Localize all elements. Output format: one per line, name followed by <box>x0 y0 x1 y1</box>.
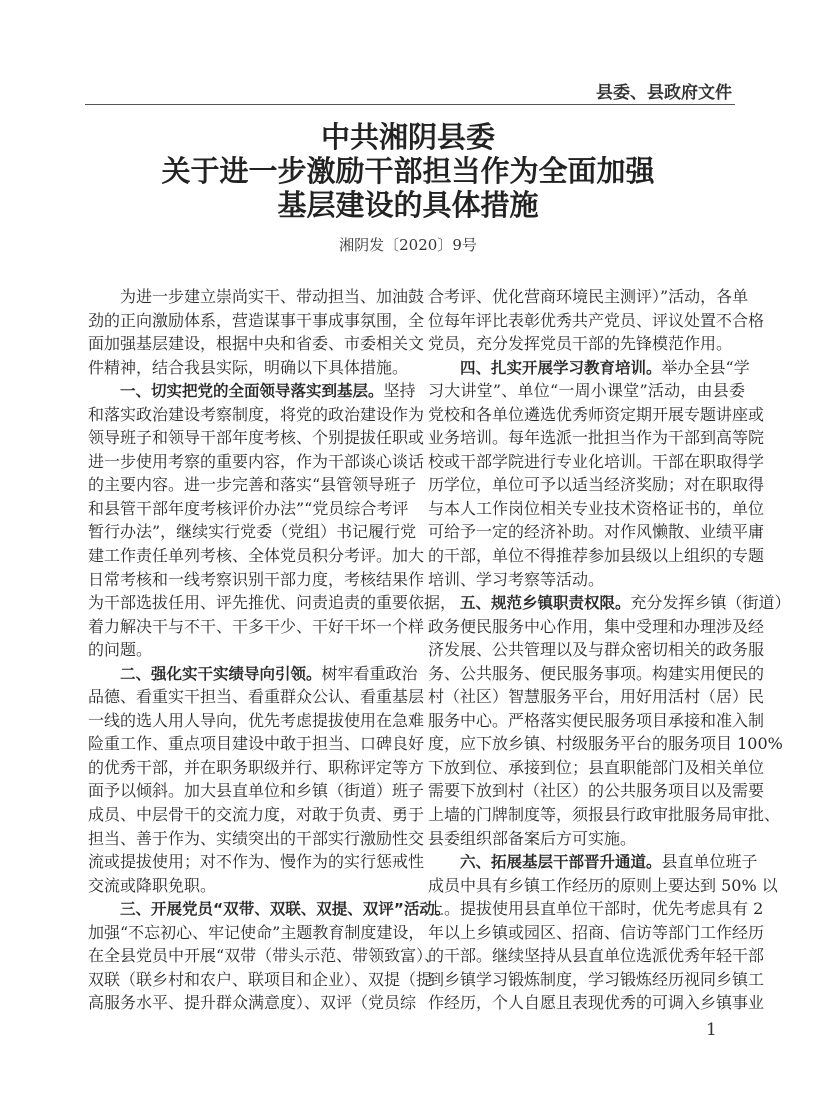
line-text: 党员，充分发挥党员干部的先锋模范作用。 <box>428 334 733 354</box>
text-line <box>428 685 765 709</box>
line-text: 历学位，单位可予以适当经济奖励；对在职取得 <box>428 475 765 495</box>
text-line <box>88 991 417 1015</box>
text-line <box>428 732 783 756</box>
title-line: 基层建设的具体措施 <box>277 188 539 222</box>
line-text: 上。提拔使用县直单位干部时，优先考虑具有 2 <box>428 899 764 919</box>
text-line <box>428 403 765 427</box>
text-line <box>428 662 765 686</box>
text-line <box>88 803 425 827</box>
running-head: 县委、县政府文件 <box>596 83 732 103</box>
text-line <box>428 968 765 992</box>
line-text: 的干部。继续坚持从县直单位选派优秀年轻干部 <box>428 946 765 966</box>
paragraph <box>428 356 765 591</box>
text-line <box>88 520 417 544</box>
line-text: 与本人工作岗位相关专业技术资格证书的，单位 <box>428 498 765 518</box>
line-text: 一线的选人用人导向，优先考虑提拔使用在急难 <box>88 710 425 730</box>
text-line <box>428 379 745 403</box>
text-line <box>88 568 425 592</box>
line-text: 进一步使用考察的重要内容，作为干部谈心谈话 <box>88 451 425 471</box>
line-text: 服务中心。严格落实便民服务项目承接和准入制 <box>428 710 765 730</box>
line-text: 为进一步建立崇尚实干、带动担当、加油鼓 <box>120 287 425 306</box>
text-line <box>88 473 417 497</box>
line-text: 双联（联乡村和农户、联项目和企业）、双提（提 <box>88 969 433 989</box>
line-text: 着力解决干与不干、干多干少、干好干坏一个样 <box>88 616 425 636</box>
text-line <box>88 732 425 756</box>
line-text: 的干部，单位不得推荐参加县级以上组织的专题 <box>428 546 765 566</box>
line-text: 充分发挥乡镇（街道） <box>630 593 791 613</box>
text-line <box>88 779 425 803</box>
text-line <box>88 309 425 333</box>
text-line <box>428 356 750 380</box>
line-text: 面加强基层建设，根据中央和省委、市委相关文 <box>88 334 425 354</box>
line-text: 成员、中层骨干的交流力度，对敢于负责、勇于 <box>88 805 425 825</box>
line-text: 的问题。 <box>88 640 153 660</box>
text-line <box>88 544 425 568</box>
line-text: 合考评、优化营商环境民主测评）”活动，各单 <box>428 287 749 306</box>
title-line: 中共湘阴县委 <box>320 120 495 154</box>
section-heading: 六、拓展基层干部晋升通道。 <box>460 853 662 872</box>
line-text: 需要下放到村（社区）的公共服务项目以及需要 <box>428 781 765 801</box>
text-line <box>428 709 765 733</box>
text-line <box>88 685 425 709</box>
line-text: 建工作责任单列考核、全体党员积分考评。加大 <box>88 546 425 566</box>
line-text: 暂行办法”，继续实行党委（党组）书记履行党 <box>88 522 417 542</box>
text-line <box>88 591 457 615</box>
line-text: 的优秀干部，并在职务职级并行、职称评定等方 <box>88 757 425 777</box>
line-text: 培训、学习考察等活动。 <box>428 569 605 589</box>
text-line <box>428 827 745 851</box>
line-text: 位每年评比表彰优秀共产党员、评议处置不合格 <box>428 310 765 330</box>
text-line <box>88 426 425 450</box>
section-heading: 三、开展党员“双带、双联、双提、双评”活动。 <box>120 900 451 919</box>
line-text: 习大讲堂”、单位“一周小课堂”活动，由县委 <box>428 381 745 401</box>
text-line <box>88 756 425 780</box>
paragraph <box>88 897 451 1015</box>
text-line <box>428 803 781 827</box>
text-line <box>428 473 765 497</box>
text-line <box>88 968 433 992</box>
line-text: 成员中具有乡镇工作经历的原则上要达到 50% 以 <box>428 875 778 895</box>
line-text: 加强“不忘初心、牢记使命”主题教育制度建设， <box>88 922 425 942</box>
text-line <box>428 544 765 568</box>
text-line <box>428 779 765 803</box>
line-text: 流或提拔使用；对不作为、慢作为的实行惩戒性 <box>88 852 425 872</box>
line-text: 品德、看重实干担当、看重群众公认、看重基层 <box>88 687 425 707</box>
paragraph <box>88 662 425 897</box>
text-line <box>88 615 425 639</box>
text-line <box>428 450 765 474</box>
line-text: 可给予一定的经济补助。对作风懒散、业绩平庸 <box>428 522 765 542</box>
paragraph <box>428 285 765 356</box>
text-line <box>88 944 441 968</box>
text-line <box>88 332 425 356</box>
line-text: 校或干部学院进行专业化培训。干部在职取得学 <box>428 451 765 471</box>
text-line <box>428 497 765 521</box>
line-text: 下放到位、承接到位；县直职能部门及相关单位 <box>428 757 765 777</box>
header-rule <box>85 104 735 105</box>
section-heading: 四、扎实开展学习教育培训。 <box>460 358 662 377</box>
text-line <box>88 450 425 474</box>
text-line <box>88 662 418 686</box>
line-text: 领导班子和领导干部年度考核、个别提拔任职或 <box>88 428 425 448</box>
text-line <box>428 756 765 780</box>
document-number: 湘阴发〔2020〕9号 <box>339 236 477 254</box>
text-line <box>428 991 765 1015</box>
line-text: 务、公共服务、便民服务事项。构建实用便民的 <box>428 663 765 683</box>
text-line <box>428 568 745 592</box>
section-heading: 五、规范乡镇职责权限。 <box>460 594 631 613</box>
text-line <box>428 426 765 450</box>
line-text: 坚持 <box>383 381 416 401</box>
paragraph <box>88 285 425 379</box>
text-line <box>88 827 425 851</box>
text-line <box>428 944 765 968</box>
line-text: 县直单位班子 <box>661 852 758 872</box>
text-line <box>428 638 765 662</box>
line-text: 村（社区）智慧服务平台，用好用活村（居）民 <box>428 687 765 707</box>
text-line <box>428 520 765 544</box>
line-text: 作经历，个人自愿且表现优秀的可调入乡镇事业 <box>428 993 765 1013</box>
left-column <box>88 285 457 1015</box>
text-line <box>88 356 409 380</box>
title-line: 关于进一步激励干部担当作为全面加强 <box>161 154 655 188</box>
line-text: 面予以倾斜。加大县直单位和乡镇（街道）班子 <box>88 781 425 801</box>
text-line <box>88 897 451 921</box>
line-text: 政务便民服务中心作用，集中受理和办理涉及经 <box>428 616 765 636</box>
paragraph <box>428 850 778 1015</box>
text-line <box>428 897 764 921</box>
line-text: 为干部选拔任用、评先推优、问责追责的重要依据， <box>88 593 457 613</box>
line-text: 件精神，结合我县实际，明确以下具体措施。 <box>88 357 409 377</box>
line-text: 担当、善于作为、实绩突出的干部实行激励性交 <box>88 828 425 848</box>
text-line <box>88 874 405 898</box>
line-text: 高服务水平、提升群众满意度）、双评（党员综 <box>88 993 417 1013</box>
right-column <box>428 285 791 1015</box>
text-line <box>428 874 778 898</box>
line-text: 和落实政治建设考察制度，将党的政治建设作为 <box>88 404 425 424</box>
text-line <box>88 285 425 309</box>
text-line <box>428 615 765 639</box>
line-text: 济发展、公共管理以及与群众密切相关的政务服 <box>428 640 765 660</box>
text-line <box>88 379 416 403</box>
text-line <box>88 850 425 874</box>
text-line <box>428 332 745 356</box>
text-line <box>88 403 425 427</box>
line-text: 树牢看重政治 <box>321 663 418 683</box>
line-text: 业务培训。每年选派一批担当作为干部到高等院 <box>428 428 765 448</box>
line-text: 在全县党员中开展“双带（带头示范、带领致富）、 <box>88 946 441 966</box>
line-text: 举办全县“学 <box>661 357 750 377</box>
text-line <box>428 285 749 309</box>
line-text: 日常考核和一线考察识别干部力度，考核结果作 <box>88 569 425 589</box>
line-text: 劲的正向激励体系，营造谋事干事成事氛围，全 <box>88 310 425 330</box>
line-text: 度，应下放乡镇、村级服务平台的服务项目 100% <box>428 734 783 754</box>
line-text: 的主要内容。进一步完善和落实“县管领导班子 <box>88 475 417 495</box>
text-line <box>88 709 425 733</box>
text-line <box>428 309 765 333</box>
section-heading: 一、切实把党的全面领导落实到基层。 <box>120 382 384 401</box>
section-heading: 二、强化实干实绩导向引领。 <box>120 664 322 683</box>
text-line <box>88 497 409 521</box>
line-text: 到乡镇学习锻炼制度，学习锻炼经历视同乡镇工 <box>428 969 765 989</box>
line-text: 上墙的门牌制度等，须报县行政审批服务局审批、 <box>428 805 781 825</box>
line-text: 交流或降职免职。 <box>88 875 217 895</box>
paragraph <box>428 591 791 850</box>
text-line <box>428 591 791 615</box>
text-line <box>88 638 405 662</box>
text-line <box>88 921 425 945</box>
line-text: 党校和各单位遴选优秀师资定期开展专题讲座或 <box>428 404 765 424</box>
text-line <box>428 850 758 874</box>
paragraph <box>88 379 457 662</box>
page-number: 1 <box>706 1020 717 1040</box>
line-text: 和县管干部年度考核评价办法”“党员综合考评 <box>88 498 409 518</box>
text-line <box>428 921 765 945</box>
document-title <box>0 120 816 222</box>
line-text: 险重工作、重点项目建设中敢于担当、口碑良好 <box>88 734 425 754</box>
line-text: 年以上乡镇或园区、招商、信访等部门工作经历 <box>428 922 765 942</box>
line-text: 县委组织部备案后方可实施。 <box>428 828 637 848</box>
